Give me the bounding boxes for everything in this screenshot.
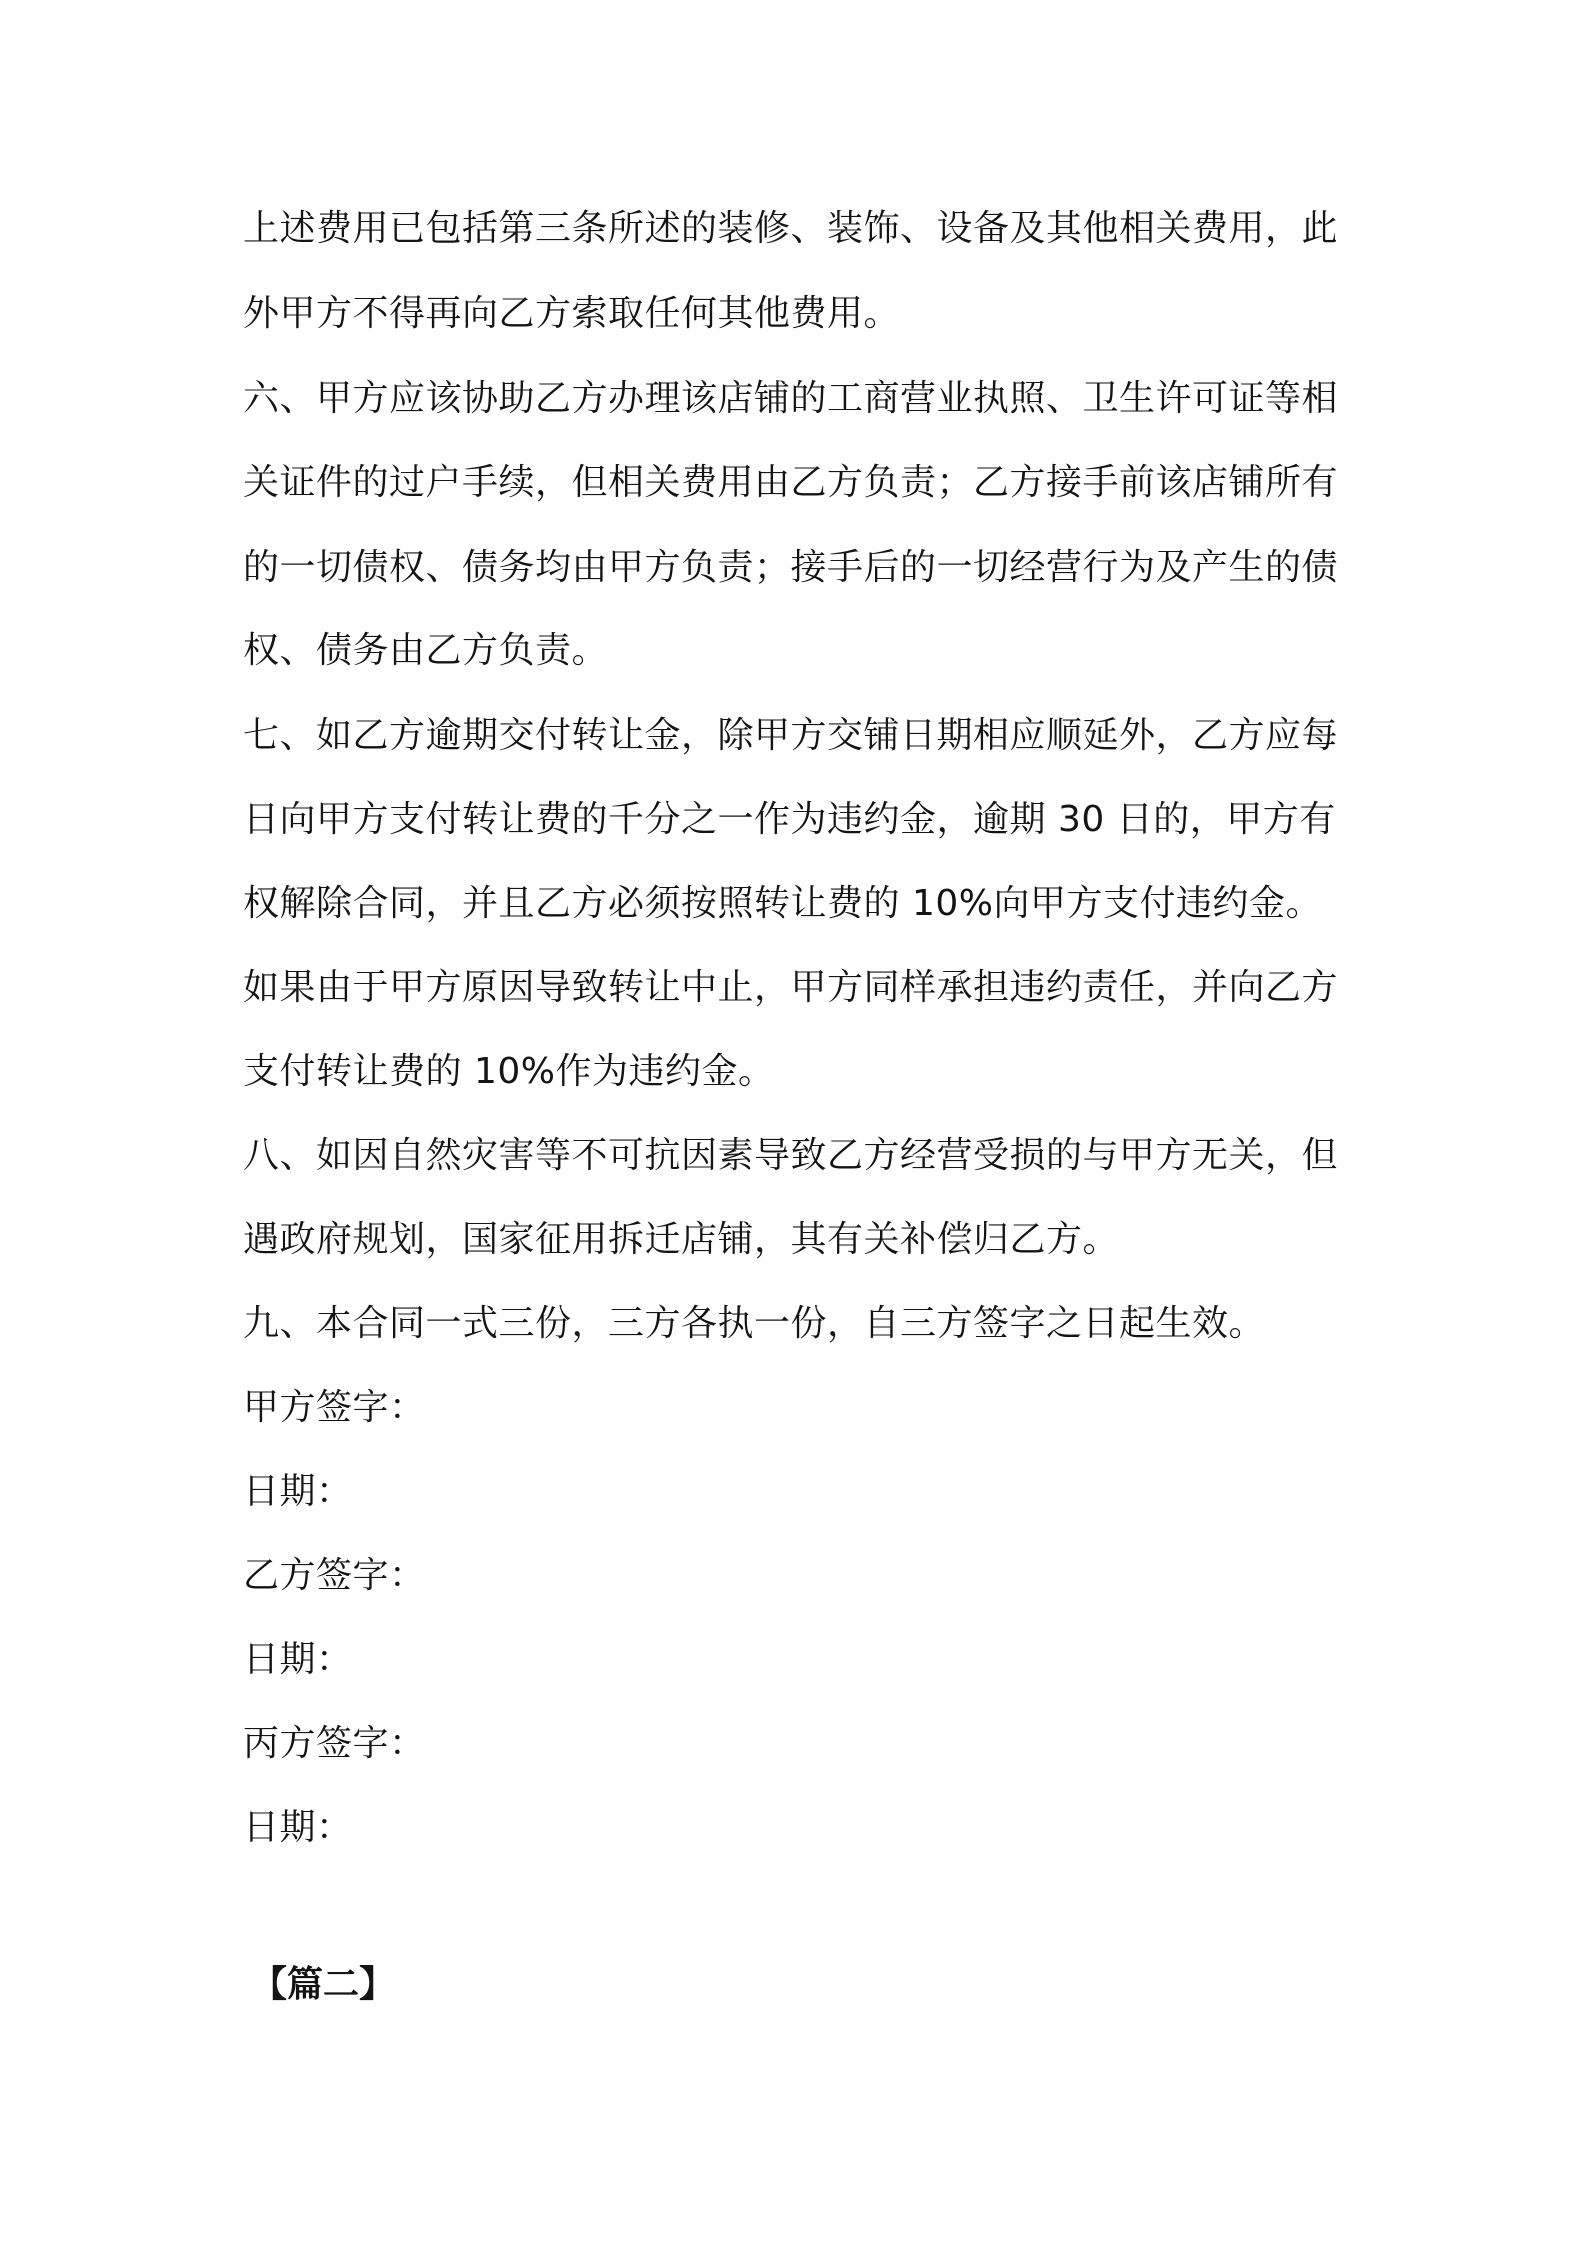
signature-date-a: 日期： xyxy=(243,1471,353,1512)
paragraph-line: 的一切债权、债务均由甲方负责；接手后的一切经营行为及产生的债 xyxy=(243,547,1339,588)
paragraph-line: 九、本合同一式三份，三方各执一份，自三方签字之日起生效。 xyxy=(243,1303,1266,1344)
section-heading: 【篇二】 xyxy=(251,1964,396,2005)
paragraph-line: 支付转让费的 10%作为违约金。 xyxy=(243,1051,775,1092)
paragraph-line: 七、如乙方逾期交付转让金，除甲方交铺日期相应顺延外，乙方应每 xyxy=(243,715,1339,756)
paragraph-line: 外甲方不得再向乙方索取任何其他费用。 xyxy=(243,293,901,334)
paragraph-line: 权解除合同，并且乙方必须按照转让费的 10%向甲方支付违约金。 xyxy=(243,883,1322,924)
paragraph-line: 如果由于甲方原因导致转让中止，甲方同样承担违约责任，并向乙方 xyxy=(243,967,1339,1008)
paragraph-line: 权、债务由乙方负责。 xyxy=(243,630,609,671)
paragraph-line: 遇政府规划，国家征用拆迁店铺，其有关补偿归乙方。 xyxy=(243,1219,1120,1260)
signature-date-b: 日期： xyxy=(243,1639,353,1680)
signature-date-c: 日期： xyxy=(243,1807,353,1848)
paragraph-line: 上述费用已包括第三条所述的装修、装饰、设备及其他相关费用，此 xyxy=(243,208,1339,249)
signature-party-a: 甲方签字： xyxy=(243,1387,426,1428)
paragraph-line: 八、如因自然灾害等不可抗因素导致乙方经营受损的与甲方无关，但 xyxy=(243,1135,1339,1176)
paragraph-line: 六、甲方应该协助乙方办理该店铺的工商营业执照、卫生许可证等相 xyxy=(243,378,1339,419)
paragraph-line: 日向甲方支付转让费的千分之一作为违约金，逾期 30 日的，甲方有 xyxy=(243,799,1336,840)
signature-party-b: 乙方签字： xyxy=(243,1555,426,1596)
signature-party-c: 丙方签字： xyxy=(243,1723,426,1764)
paragraph-line: 关证件的过户手续，但相关费用由乙方负责；乙方接手前该店铺所有 xyxy=(243,462,1339,503)
